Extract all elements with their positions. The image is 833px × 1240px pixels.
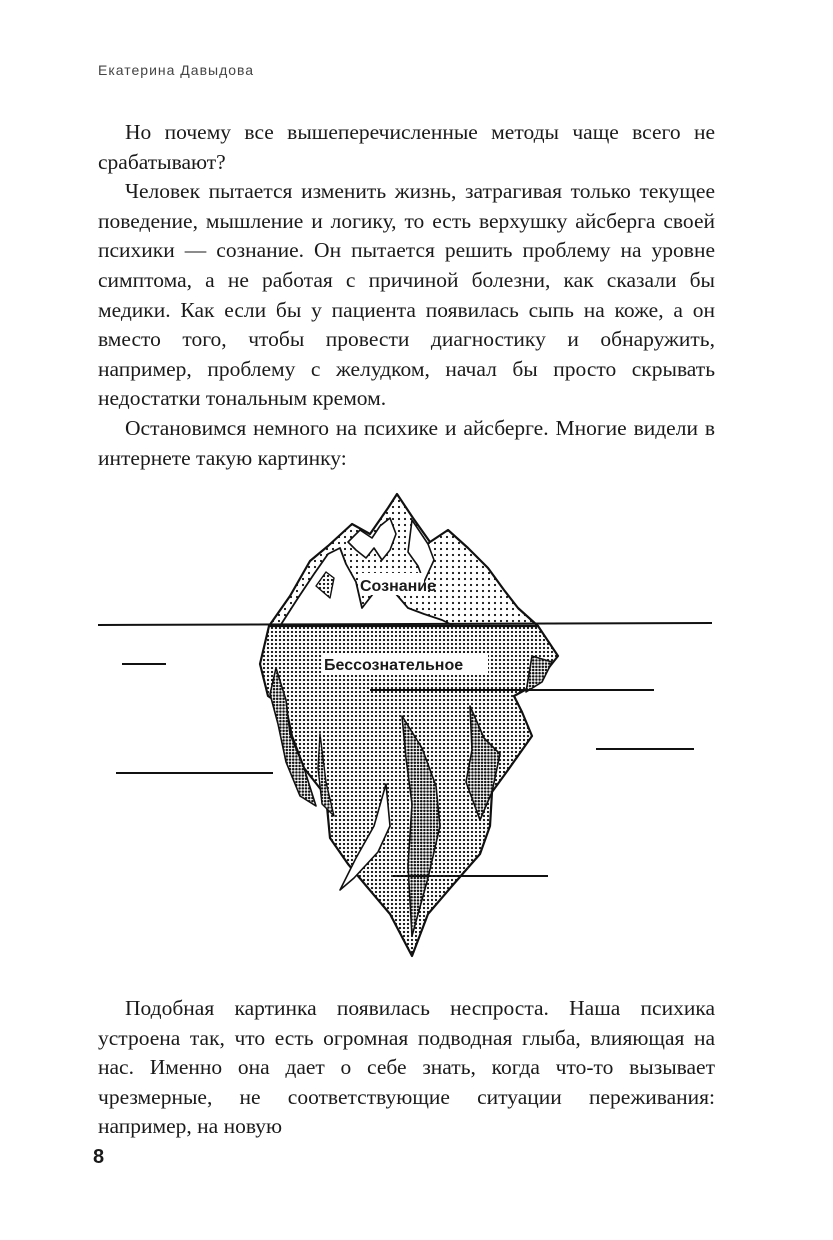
label-unconscious: Бессознательное (324, 657, 464, 674)
label-conscious: Сознание (360, 578, 437, 595)
paragraph: Человек пытается изменить жизнь, затрагивая только текущее поведение, мышление и логику, то есть верхушку айсберга своей психики — сознание. Он пытается решить проблему на уровне симптома, а не работая с причиной болезни, как сказали бы медики. Как если бы у пациента появилась сыпь на коже, а он вместо того, чтобы провести диагностику и обнаружить, например, проблему с желудком, начал бы просто скрывать недостатки тональным кремом. (98, 179, 715, 411)
iceberg-illustration (90, 486, 730, 966)
paragraph: Но почему все вышеперечисленные методы чаще всего не срабатывают? (98, 120, 715, 174)
paragraph: Подобная картинка появилась неспроста. Наша психика устроена так, что есть огромная подводная глыба, влияющая на нас. Именно она дает о себе знать, когда что-то вызывает чрезмерные, не соответствующие ситуации переживания: например, на новую (98, 996, 715, 1139)
body-text-bottom (98, 994, 715, 1142)
page-number: 8 (93, 1146, 105, 1168)
running-head-author: Екатерина Давыдова (98, 62, 255, 78)
waterline (98, 623, 712, 625)
paragraph: Остановимся немного на психике и айсберге. Многие видели в интернете такую картинку: (98, 415, 715, 470)
body-text-top (98, 118, 715, 473)
iceberg-figure (90, 486, 730, 966)
